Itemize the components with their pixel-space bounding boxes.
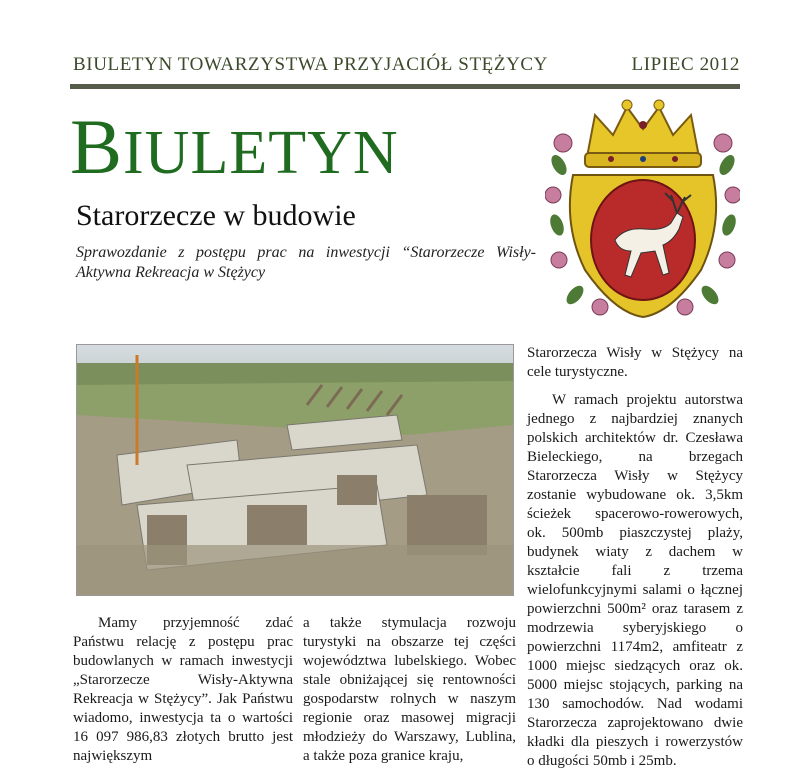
column-3-paragraph-1: Starorzecza Wisły w Stężycy na cele turystyczne. [527, 345, 743, 380]
header-divider [70, 84, 740, 89]
article-subtitle: Sprawozdanie z postępu prac na inwestycji “Starorzecze Wisły-Aktywna Rekreacja w Stężycy [76, 244, 536, 281]
issue-date: LIPIEC 2012 [631, 54, 740, 75]
article-column-3 [527, 344, 743, 771]
column-2-text: a także stymulacja rozwoju turystyki na obszarze tej części województwa lubelskiego. Wobec stale obniżającej się rentowności gospodarstw rolnych w naszym regionie oraz masowej migracji młodzieży do Warszawy, Lublina, a także poza granice kraju, [303, 615, 516, 764]
newsletter-header: BIULETYN TOWARZYSTWA PRZYJACIÓŁ STĘŻYCY [73, 54, 549, 75]
masthead-initial: B [70, 103, 124, 190]
masthead [70, 103, 399, 190]
article-column-1 [73, 614, 293, 766]
construction-site-photo [76, 344, 514, 596]
column-3-paragraph-2: W ramach projektu autorstwa jednego z najbardziej znanych polskich architektów dr. Czesława Bieleckiego, na brzegach Starorzecza Wisły w Stężycy zostanie wybudowane ok. 3,5km ścieżek spacerowo-rowerowych, ok. 500mb piaszczystej plaży, budynek wiaty z dachem w kształcie fali z trzema wielofunkcyjnymi salami o łącznej powierzchni 500m² oraz tarasem z modrzewia syberyjskiego o powierzchni 1174m2, amfiteatr z 1000 miejsc siedzących oraz ok. 5000 miejsc stojących, parking na 130 samochodów. Nad wodami Starorzecza zaprojektowano dwie kładki dla pieszych i rowerzystów o długości 50mb i 25mb. [527, 392, 743, 769]
masthead-rest: IULETYN [123, 119, 399, 187]
coat-of-arms-icon [545, 95, 740, 320]
column-1-text: Mamy przyjemność zdać Państwu relację z postępu prac budowlanych w ramach inwestycji „Starorzecze Wisły-Aktywna Rekreacja w Stężycy”. Jak Państwu wiadomo, inwestycja ta o wartości 16 097 986,83 złotych brutto jest największym [73, 615, 293, 764]
article-column-2 [303, 614, 516, 766]
article-title: Starorzecze w budowie [76, 199, 356, 232]
